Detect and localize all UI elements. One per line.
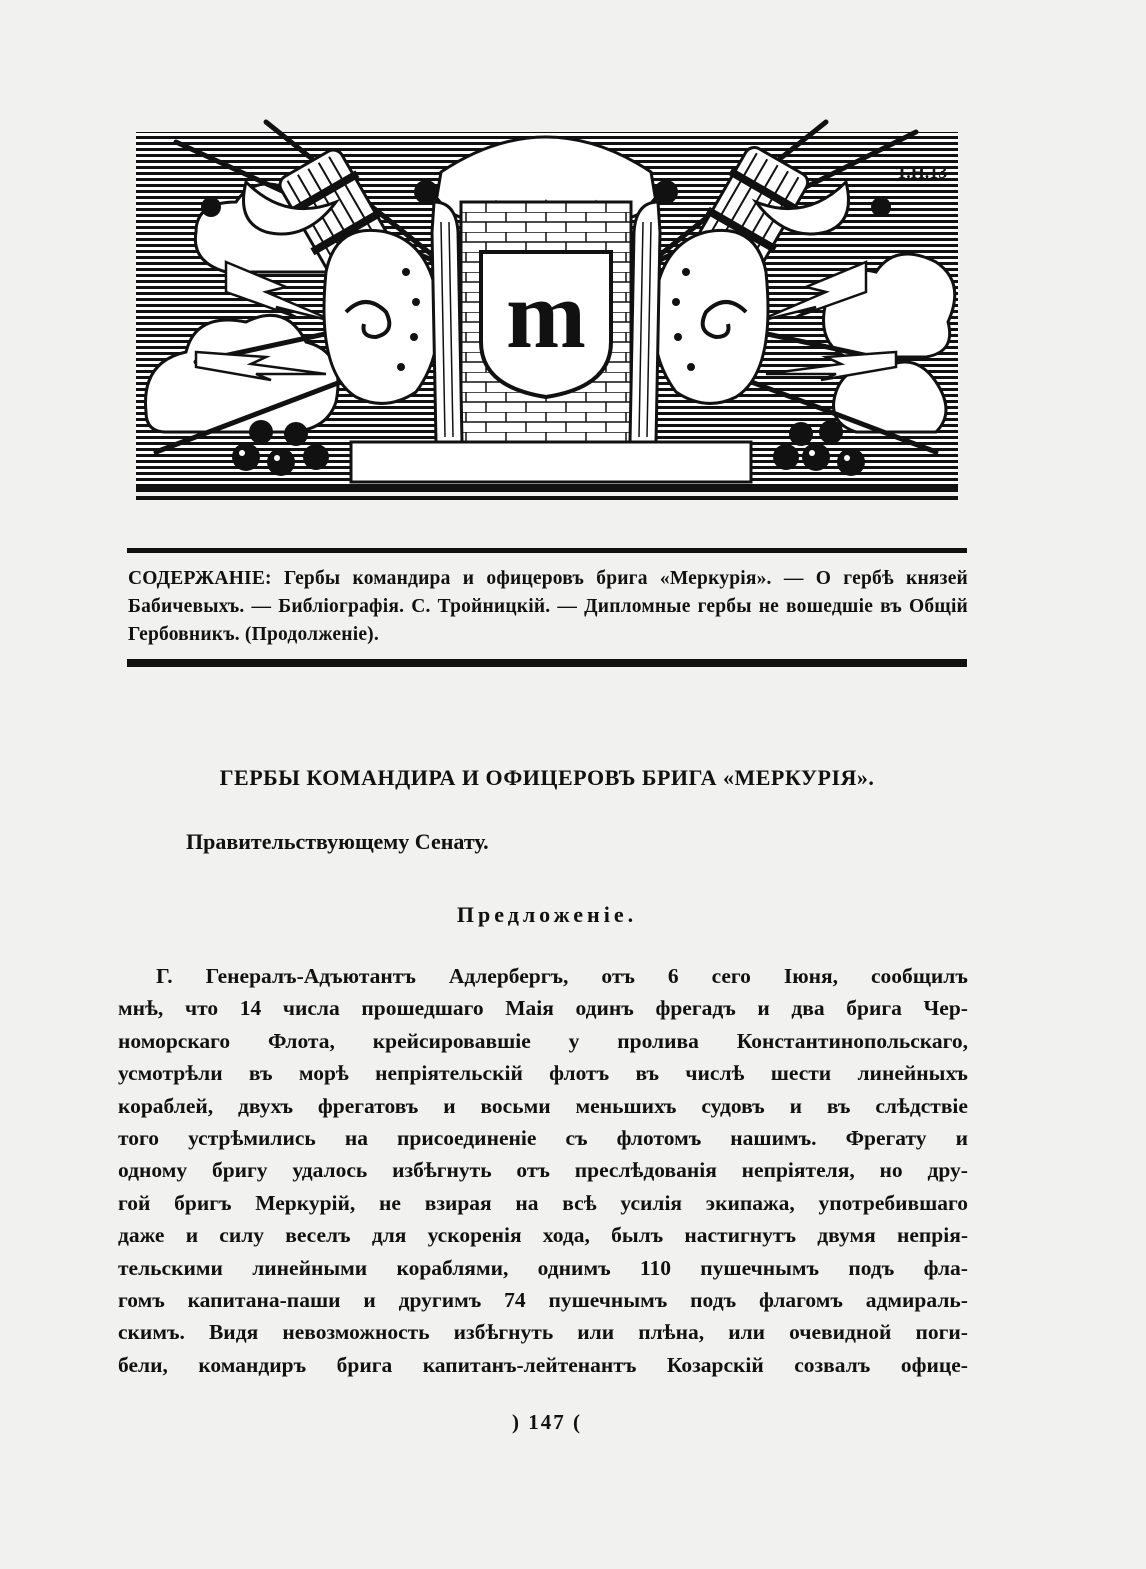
monogram: m (506, 261, 586, 368)
body-line: даже и силу веселъ для ускоренія хода, былъ настигнутъ двумя непрія- (118, 1223, 968, 1248)
table-of-contents (128, 565, 968, 649)
section-heading: Предложеніе. (456, 902, 638, 927)
contents-text: Гербы командира и офицеровъ брига «Меркурія». — О гербѣ князей Бабичевыхъ. — Библіографія. С. Тройницкій. — Дипломные гербы не вошедшіе въ Общій Гербовникъ. (Продолженіе). (128, 568, 968, 645)
article-title: ГЕРБЫ КОМАНДИРА И ОФИЦЕРОВЪ БРИГА «МЕРКУРІЯ». (219, 765, 875, 790)
rule-top (127, 548, 967, 553)
headpiece-engraving (136, 112, 958, 504)
contents-label: СОДЕРЖАНІЕ: (128, 568, 272, 589)
addressee: Правительствующему Сенату. (186, 829, 489, 854)
page-number: ) 147 ( (512, 1410, 582, 1434)
body-line: Г. Генералъ-Адъютантъ Адлербергъ, отъ 6 сего Іюня, сообщилъ (156, 964, 968, 988)
heraldic-trophy-illustration (136, 112, 958, 504)
article-body (118, 960, 968, 1381)
body-line: номорскаго Флота, крейсировавшіе у пролива Константинопольскаго, (118, 1028, 968, 1053)
body-line: кораблей, двухъ фрегатовъ и восьми меньшихъ судовъ и въ слѣдствіе (118, 1093, 968, 1118)
body-line: одному бригу удалось избѣгнуть отъ преслѣдованія непріятеля, но дру- (118, 1158, 968, 1183)
body-line: скимъ. Видя невозможность избѣгнуть или плѣна, или очевидной поги- (118, 1320, 968, 1345)
body-line: того устрѣмились на присоединеніе съ флотомъ нашимъ. Фрегату и (118, 1125, 968, 1150)
body-line: мнѣ, что 14 числа прошедшаго Маія одинъ фрегадъ и два брига Чер- (118, 996, 968, 1021)
body-line: гой бригъ Меркурій, не взирая на всѣ усилія экипажа, употребившаго (118, 1190, 968, 1215)
body-line: бели, командиръ брига капитанъ-лейтенантъ Козарскій созвалъ офице- (118, 1352, 968, 1377)
rule-bottom (127, 659, 967, 667)
artist-mark: Т.Н.13 (896, 162, 948, 182)
body-line: тельскими линейными кораблями, однимъ 110 пушечнымъ подъ фла- (118, 1255, 968, 1280)
body-line: усмотрѣли въ морѣ непріятельскій флотъ въ числѣ шести линейныхъ (118, 1061, 968, 1086)
body-line: гомъ капитана-паши и другимъ 74 пушечнымъ подъ флагомъ адмираль- (118, 1287, 968, 1312)
